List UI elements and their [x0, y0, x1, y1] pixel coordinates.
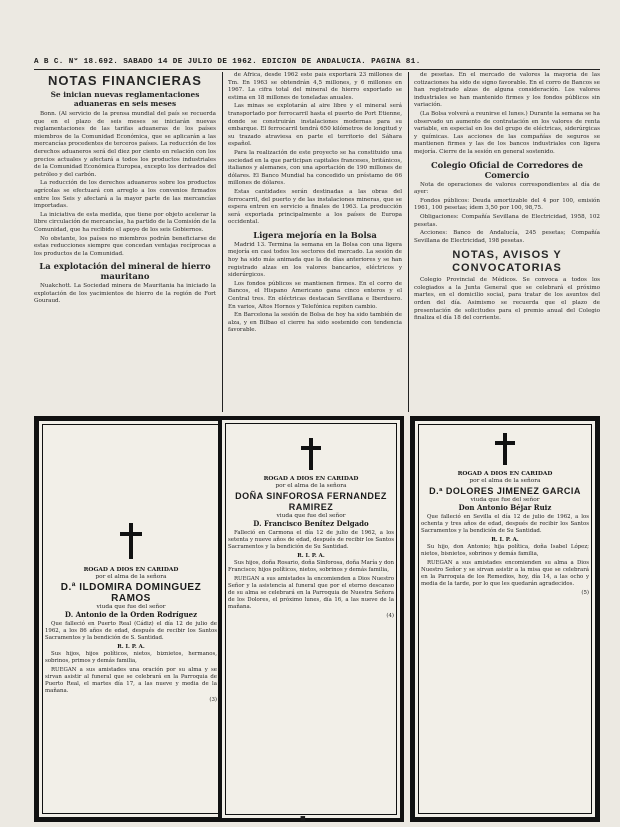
obituary-intro: por el alma de la señora — [275, 483, 347, 490]
article-paragraph: Los fondos públicos se mantienen firmes. En el corro de Bancos, el Hispano Americano gana cinco enteros y el Central tres. En eléctricas destacan Sevillana e Iberduero. En varios, Altos Hornos y Telefónica repiten cambio. — [228, 280, 402, 310]
obituary-name: D.ª ILDOMIRA DOMINGUEZ RAMOS — [60, 581, 202, 604]
obituary-died: Que falleció en Puerto Real (Cádiz) el día 12 de julio de 1962, a los 86 años de edad, después de recibir los Santos Sacramentos y la bendición de S. Santidad. — [45, 620, 217, 641]
cross-icon — [301, 438, 321, 470]
obituary-spouse: D. Francisco Benítez Delgado — [253, 519, 369, 529]
article-paragraph: Fondos públicos: Deuda amortizable del 4 por 100, emisión 1961, 100 pesetas; ídem 3,50 por 100, 98,75. — [414, 197, 600, 212]
obituary-ref: (3) — [209, 696, 217, 703]
article-subtitle: Colegio Oficial de Corredores de Comercio — [431, 159, 583, 180]
article-paragraph: Madrid 13. Termina la semana en la Bolsa con una ligera mejoría en casi todos los sectores del mercado. La sesión de hoy ha sido más animada que la de días anteriores y se han registrado alzas en los valores bancarios, eléctricos y siderúrgicos. — [228, 241, 402, 279]
obituary-intro: por el alma de la señora — [469, 478, 541, 485]
obituary-spouse: Don Antonio Béjar Ruiz — [458, 503, 552, 513]
article-paragraph: En Barcelona la sesión de Bolsa de hoy ha sido también de alza, y en Bilbao el cierre ha sido sostenido con tendencia favorable. — [228, 312, 402, 334]
article-paragraph: Acciones: Banco de Andalucía, 245 pesetas; Compañía Sevillana de Electricidad, 198 pesetas. — [414, 230, 600, 244]
article-paragraph: Para la realización de este proyecto se ha constituido una sociedad en la que participan capitales franceses, británicos, italianos y alemanes, con una aportación de 190 millones de dólares. El Banco Mundial ha concedido un préstamo de 66 millones de dólares. — [228, 149, 402, 187]
article-paragraph: Las minas se explotarán al aire libre y el mineral será transportado por ferrocarril hasta el puerto de Port Etienne, donde se construirán instalaciones modernas para su embarque. El ferrocarril tendrá 650 kilómetros de longitud y su trazado atraviesa en parte el territorio del Sáhara español. — [228, 103, 402, 148]
article-paragraph: de pesetas. En el mercado de valores la mayoría de las cotizaciones ha sido de signo favorable. En el corro de Bancos se han registrado alzas de alguna consideración. Los valores industriales se han mantenido firmes y los fondos públicos sin variación. — [414, 72, 600, 109]
column-divider — [408, 72, 409, 412]
obituary-family: Su hijo, don Antonio; hija política, doña Isabel López; nietos, bisnietos, sobrinos y demás familia, — [421, 543, 589, 557]
column-market — [228, 72, 402, 412]
obituary-box — [34, 416, 228, 822]
obituary-rip: R. I. P. A. — [117, 643, 145, 650]
article-subtitle: Ligera mejoría en la Bolsa — [253, 229, 377, 240]
obituary-widow-label: viuda que fue del señor — [470, 496, 540, 503]
cross-icon — [495, 433, 515, 465]
obituary-spouse: D. Antonio de la Orden Rodríguez — [64, 610, 198, 620]
column-divider — [222, 72, 223, 412]
article-paragraph: Nuakchott. La Sociedad minera de Mauritania ha iniciado la explotación de los yacimientos de hierro de la región de Fort Gouraud. — [34, 283, 216, 305]
column-financial-notes — [34, 72, 216, 412]
article-paragraph: (La Bolsa volverá a reunirse el lunes.) Durante la semana se ha observado un aumento de contratación en los valores de renta variable, en especial en los del grupo de eléctricas, siderúrgicas y químicas. Las acciones de las compañías de seguros se mantienen firmes y las de los bancos industriales con ligera mejoría. Cierre de la sesión en general sostenido. — [414, 110, 600, 155]
obituary-name: DOÑA SINFOROSA FERNANDEZ RAMIREZ — [235, 490, 387, 512]
obituary-heading: ROGAD A DIOS EN CARIDAD — [83, 567, 179, 573]
obituary-request: RUEGAN a sus amistades una oración por su alma y se sirvan asistir al funeral que se celebrará en la Parroquia de Puerto Real, el martes día 17, a las nueve y media de la mañana. — [45, 666, 217, 694]
obituary-widow-label: viuda que fue del señor — [276, 512, 346, 519]
article-paragraph: Estas cantidades serán destinadas a las obras del ferrocarril, del puerto y de las instalaciones mineras, que se espera entren en servicio a finales de 1963. La producción será exportada principalmente a los países de Europa occidental. — [228, 188, 402, 226]
obituary-heading: ROGAD A DIOS EN CARIDAD — [263, 476, 359, 482]
article-paragraph: Bonn. (Al servicio de la prensa mundial del país se recuerda que en el plazo de seis meses se iniciarán nuevas reglamentaciones de las tarifas aduaneras de los países miembros de la Comunidad Económica, que se aplicarán a las mercancías procedentes de terceros países. La reducción de los derechos aduaneros será del diez por ciento en relación con los precios actuales y afectará a todos los productos industriales de la Comunidad Económica Europea, excepto los derivados del petróleo y del carbón. — [34, 111, 216, 178]
header-rule — [34, 69, 600, 70]
section-title: NOTAS FINANCIERAS — [48, 73, 202, 88]
obituary-name: D.ª DOLORES JIMENEZ GARCIA — [429, 485, 581, 496]
article-subtitle: Se inician nuevas reglamentaciones aduaneras en seis meses — [50, 90, 200, 108]
page-header: A B C. Nº 18.692. SABADO 14 DE JULIO DE 1962. EDICION DE ANDALUCIA. PAGINA 81. — [34, 58, 421, 66]
obituary-rip: R. I. P. A. — [491, 536, 519, 543]
article-paragraph: No obstante, los países no miembros podrán beneficiarse de estas reducciones siempre que concedan ventajas recíprocas a los productos de la Comunidad. — [34, 235, 216, 257]
article-paragraph: Obligaciones: Compañía Sevillana de Electricidad, 1958, 102 pesetas. — [414, 213, 600, 228]
obituary-died: Falleció en Carmona el día 12 de julio de 1962, a los setenta y nueve años de edad, después de recibir los Santos Sacramentos y la bendición de Su Santidad. — [228, 529, 394, 550]
obituary-rip: R. I. P. A. — [297, 552, 325, 559]
article-paragraph: Nota de operaciones de valores correspondientes al día de ayer: — [414, 181, 600, 196]
article-subtitle: La explotación del mineral de hierro mauritano — [39, 261, 211, 282]
obituary-family: Sus hijos, hijos políticos, nietos, biznietos, hermanos, sobrinos, primos y demás familia, — [45, 650, 217, 664]
obituary-box — [410, 416, 600, 822]
obituary-family: Sus hijos, doña Rosario, doña Sinforosa, doña María y don Francisco; hijos políticos, nietos, sobrinos y demás familia, — [228, 559, 394, 573]
obituary-request: RUEGAN a sus amistades la encomienden a Dios Nuestro Señor y la asistencia al funeral que por el eterno descanso de su alma se celebrará en la Parroquia de Nuestra Señora de los Dolores, el próximo lunes, día 16, a las nueve de la mañana. — [228, 575, 394, 610]
obituary-ref: (4) — [386, 612, 394, 619]
obituary-intro: por el alma de la señora — [95, 574, 167, 581]
article-paragraph: Colegio Provincial de Médicos. Se convoca a todos los colegiados a la Junta General que se celebrará el próximo martes, en el domicilio social, para tratar de los asuntos del orden del día. Asimismo se recuerda que el plazo de presentación de solicitudes para el premio anual del Colegio finaliza el día 18 del corriente. — [414, 277, 600, 322]
obituary-ref: (5) — [581, 589, 589, 596]
obituary-died: Que falleció en Sevilla el día 12 de julio de 1962, a los ochenta y tres años de edad, después de recibir los Santos Sacramentos y la bendición de Su Santidad. — [421, 513, 589, 534]
obituary-box — [218, 416, 404, 822]
notices-title: NOTAS, AVISOS Y CONVOCATORIAS — [452, 249, 562, 275]
article-paragraph: de África, desde 1962 este país exportará 23 millones de Tm. En 1963 se obtendrán 4,5 millones, y 6 millones en 1967. La cifra total del mineral de hierro exportado se estima en 18 millones de toneladas anuales. — [228, 72, 402, 101]
column-notices — [414, 72, 600, 412]
obituary-request: RUEGAN a sus amistades encomienden su alma a Dios Nuestro Señor y se sirvan asistir a la misa que se celebrará en la Parroquia de los Remedios, hoy, día 14, a las ocho y media de la tarde, por lo que les quedarán agradecidos. — [421, 559, 589, 587]
article-paragraph: La iniciativa de esta medida, que tiene por objeto acelerar la libre circulación de mercancías, ha partido de la Comisión de la Comunidad, que ha recibido el apoyo de los seis Gobiernos. — [34, 211, 216, 233]
obituary-heading: ROGAD A DIOS EN CARIDAD — [457, 471, 553, 477]
cross-icon — [120, 523, 142, 559]
footer-mark: ■ — [300, 815, 306, 822]
article-paragraph: La reducción de los derechos aduaneros sobre los productos agrícolas se efectuará con arreglo a los convenios firmados entre los Seis y afectará a la mayor parte de las mercancías importadas. — [34, 180, 216, 210]
obituary-widow-label: viuda que fue del señor — [96, 603, 166, 610]
